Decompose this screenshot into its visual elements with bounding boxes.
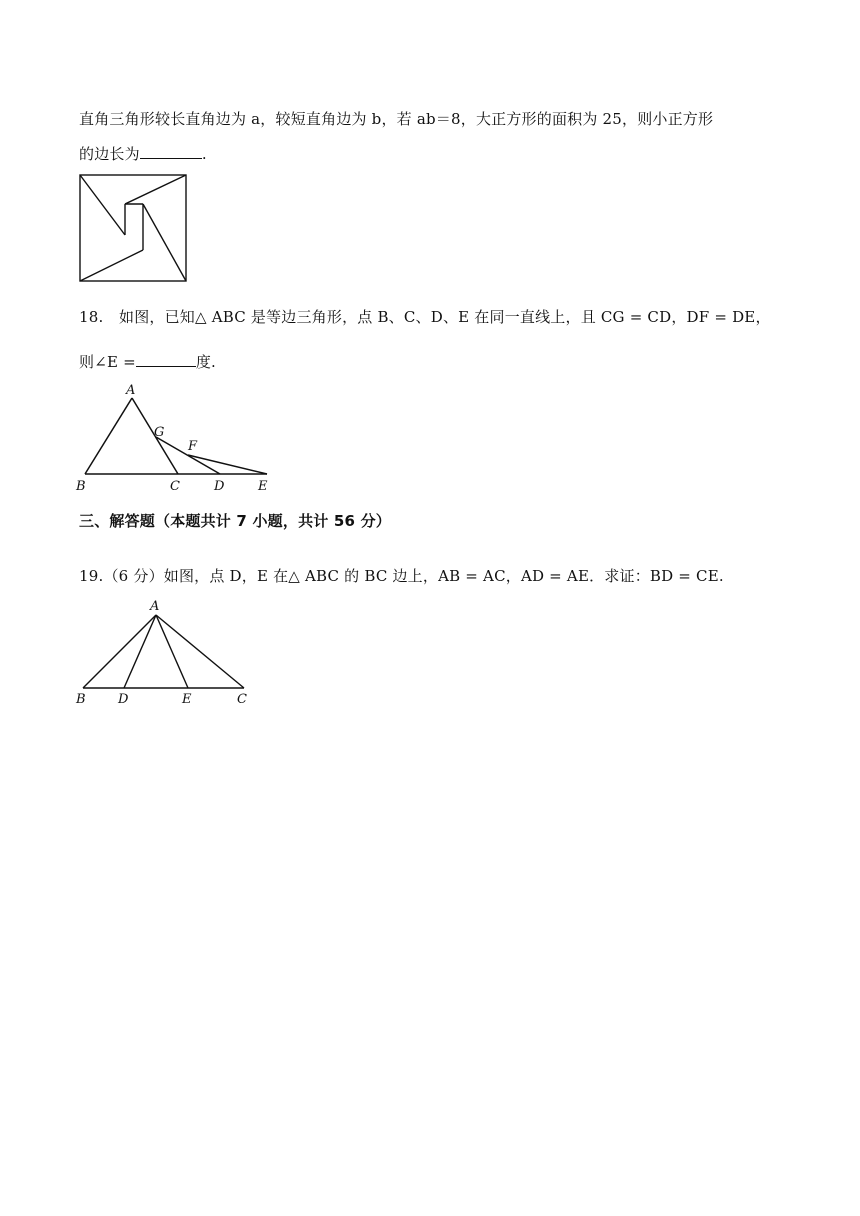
q19-label-E: E xyxy=(182,692,192,707)
q17-outer-square xyxy=(80,175,186,281)
q18-label-C: C xyxy=(170,479,180,494)
q17-line-2-suffix: . xyxy=(201,145,207,163)
q19-side-AB xyxy=(83,615,156,688)
section-3-heading: 三、解答题（本题共计 7 小题，共计 56 分） xyxy=(79,512,392,530)
q19-label-B: B xyxy=(76,692,86,707)
q17-line-2 xyxy=(79,144,207,164)
q17-triangle-line-1 xyxy=(80,175,125,235)
q18-label-F: F xyxy=(188,439,198,454)
q18-line-2-prefix: 则∠E = xyxy=(79,353,136,371)
q19-figure-triangle xyxy=(76,597,256,712)
q18-segment-FE xyxy=(188,455,267,474)
q17-figure-pinwheel-square xyxy=(79,174,189,282)
q18-label-G: G xyxy=(154,425,165,440)
q17-line-1: 直角三角形较长直角边为 a，较短直角边为 b，若 ab＝8，大正方形的面积为 25，则小正方形 xyxy=(79,110,714,128)
q18-number: 18. xyxy=(79,308,104,326)
q18-line-1 xyxy=(79,307,771,327)
q19-label-A: A xyxy=(150,599,160,614)
q18-label-A: A xyxy=(126,383,136,398)
q17-answer-blank[interactable] xyxy=(140,144,202,159)
q19-text: 19.（6 分）如图，点 D，E 在△ ABC 的 BC 边上，AB = AC，AD = AE．求证：BD = CE. xyxy=(79,567,724,585)
q17-line-2-prefix: 的边长为 xyxy=(79,145,140,163)
q17-triangle-line-2 xyxy=(125,175,186,204)
q18-label-B: B xyxy=(76,479,86,494)
q19-label-C: C xyxy=(237,692,247,707)
q18-label-D: D xyxy=(214,479,225,494)
q19-segment-AD xyxy=(124,615,156,688)
q18-line-2-suffix: 度. xyxy=(195,353,217,371)
q19-segment-AE xyxy=(156,615,188,688)
q19-label-D: D xyxy=(118,692,129,707)
q17-triangle-line-4 xyxy=(80,250,143,281)
q18-figure-triangles xyxy=(76,382,276,497)
q18-label-E: E xyxy=(258,479,268,494)
q17-triangle-line-3 xyxy=(143,204,186,281)
q18-answer-blank[interactable] xyxy=(136,352,196,367)
q19-side-AC xyxy=(156,615,244,688)
q18-side-AB xyxy=(85,398,132,474)
q18-line-1-text: 如图，已知△ ABC 是等边三角形，点 B、C、D、E 在同一直线上，且 CG = CD，DF = DE， xyxy=(119,308,771,326)
q18-line-2 xyxy=(79,352,216,372)
